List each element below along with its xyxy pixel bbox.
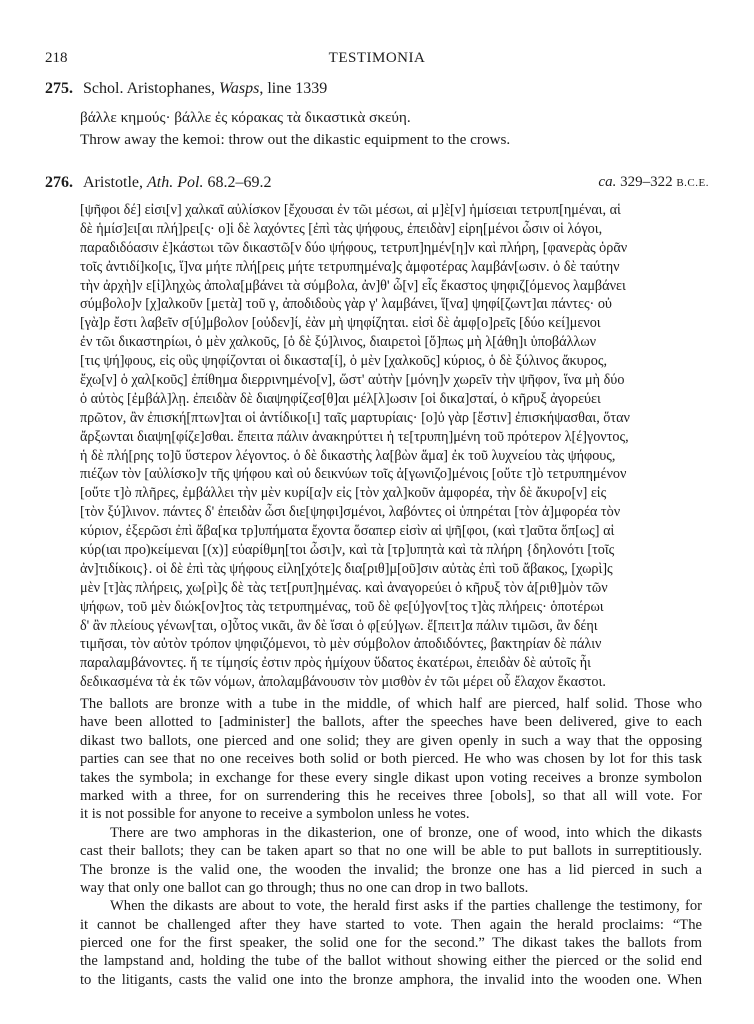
translation-line: There are two amphoras in the dikasterion, one of bronze, one of wood, into which the dikasts [110,824,702,841]
greek-line: δὲ ἡμίσ]ει[αι πλή]ρει[ς· ο]ἱ δὲ λαχόντες [ἐπὶ τὰς ψήφους, ἐπειδὰν] εἰρη[μένοι ὦσιν οἱ λόγοι, [80,220,603,237]
greek-line: τὴν ἀρχὴ]ν ε[ἰ]ληχὼς ἀπολα[μβάνει τὰ σύμβολα, ἀν]θ' ὧ[ν] εἷς ἕκαστος ψηφιζ[όμενος λαμβάνει [80,277,626,294]
translation-line: The ballots are bronze with a tube in the middle, of which half are pierced, half solid. Those who [80,696,702,712]
entry-276-date-range: 329–322 [616,174,677,190]
greek-line: παραδιδόασιν ἑ]κάστωι τῶν δικαστῶ[ν δύο ψήφους, τετρυπ]ημέν[η]ν καὶ πλήρη, [φανερὰς ὁρᾶν [80,239,628,256]
entry-275-heading [45,80,709,100]
entry-276-number: 276. [45,174,73,191]
greek-line: κύρ(ιαι προ)κείμεναι [(x)] εὐαρίθμη[τοι ὦσι]ν, καὶ τὰ [τρ]υπητὰ καὶ τὰ πλήρη {δηλονότι [τοῖς [80,542,615,559]
translation-line: dikast two ballots, one pierced and one solid; they are given openly in such a way that the opposing [80,732,702,749]
running-head [45,50,709,72]
greek-line: ἐν τῶι δικαστηρίωι, ὁ μὲν χαλκοῦς, [ὁ δὲ ξύ]λινος, διαιρετοὶ [ὅ]πως μὴ λ[άθη]ι ὑποβάλλων [80,334,597,351]
greek-line: [ψῆφοι δέ] εἰσι[ν] χαλκαῖ αὐλίσκον [ἔχουσαι ἐν τῶι μέσωι, αἱ μ]ὲ[ν] ἡμίσειαι τετρυπ[ημέναι, αἱ [80,202,621,218]
greek-line: ἔχω[ν] ὁ χαλ[κοῦς] ἐπίθημα διερρινημένο[ν], ὥστ' αὐτὴν [μόνη]ν χωρεῖν τὴν ψῆφον, ἵνα μὴ δύο [80,372,625,389]
running-title: TESTIMONIA [328,50,426,66]
greek-line: δεδικασμένα τὰ ἐκ τῶν νόμων, ἀπολαμβάνουσιν τὸν μισθὸν ἐν τῶι μέρει οὗ ἔλαχον ἕκαστοι. [80,674,606,691]
entry-275-number: 275. [45,80,73,97]
translation-line: it is not possible for anyone to receive a symbolon unless he votes. [80,806,470,823]
translation-line: The bronze is the valid one, the wooden the invalid; the bronze one has a lid pierced in such a [80,861,702,878]
entry-276-source: Aristotle, [83,174,147,191]
greek-line: [οὔτε τ]ὸ πλῆρες, ἐμβάλλει τὴν μὲν κυρί[α]ν εἰς [τὸν χαλ]κοῦν ἀμφορέα, τὴν δὲ ἄκυρο[ν] εἰς [80,485,607,502]
translation-line: have been allotted to [administer] the ballots, after the speeches have been delivered, give to each [80,714,702,731]
entry-276-heading [45,174,709,194]
greek-line: ἄρξωνται διαψη[φίζε]σθαι. ἔπειτα πάλιν ἀνακηρύττει ἡ τε[τρυπη]μένη τοῦ πρότερον λ[έ]γοντος, [80,428,629,445]
entry-276-locus: 68.2–69.2 [203,174,272,191]
greek-line: τοῖς ἀντιδί]κο[ις, ἵ]να μήτε πλή[ρεις μήτε τετρυπημένα]ς ἀμφοτέρας λαμβάν[ωσιν. ὁ δὲ ταύτην [80,258,620,275]
greek-line: [γὰ]ρ ἔστι λαβεῖν σ[ύ]μβολον [οὐδεν]ί, ἐὰν μὴ ψηφίζηται. εἰσὶ δὲ ἀμφ[ο]ρεῖς [δύο κεί]μενοι [80,315,601,332]
translation-line: to the litigants, casts the valid one into the bronze amphora, the invalid into the wooden one. When [80,971,702,988]
translation-line: takes the symbola; in exchange for these every single dikast upon voting receives a bronze symbolon [80,769,702,786]
entry-276-translation [80,695,702,989]
greek-line: πρῶτον, ἂν ἐπισκή[πτων]ται οἱ ἀντίδικο[ι] ταῖς μαρτυρίαις· [ο]ὐ γὰρ [ἔστιν] ἐπισκήψασθαι, ὅταν [80,409,630,426]
translation-line: way that only one ballot can go through; thus no one can drop in two ballots. [80,879,529,896]
translation-line: When the dikasts are about to vote, the herald first asks if the parties challenge the testimony, for [110,898,702,915]
translation-line: marked with a three, for on surrendering this he receives three [obols], so that all will vote. For [80,787,702,804]
greek-line: ψήφων, τοῦ μὲν διώκ[ον]τος τὰς τετρυπημένας, τοῦ δὲ φε[ύ]γον[τος τ]ὰς πλήρεις· ὁποτέρωι [80,598,604,615]
entry-275-work: Wasps [219,80,260,97]
entry-275-greek: βάλλε κημούς· βάλλε ἐς κόρακας τὰ δικαστικὰ σκεύη. [80,109,411,126]
greek-line: κύριον, ἐξερῶσι ἐπὶ ἄβα[κα τρ]υπήματα ἔχοντα ὅσαπερ εἰσὶν αἱ ψῆ[φοι, (καὶ τ]αῦτα ὅπ[ως] αἱ [80,523,615,540]
entry-276-date [598,174,709,191]
entry-276-date-era: B.C.E. [676,177,709,189]
translation-line: the lampstand and, holding the tube of the ballot without showing either the pierced or the solid end [80,953,702,970]
greek-line: [τὸν ξύ]λινον. πάντες δ' ἐπειδὰν ὦσι διε[ψηφι]σμένοι, λαβόντες οἱ ὑπηρέται [τὸν ἀ]μφορέα τὸν [80,504,621,521]
greek-line: [τις ψή]φους, εἰς οὓς ψηφίζονται οἱ δικαστα[ί], ὁ μὲν [χαλκοῦς] κύριος, ὁ δὲ ξύλινος ἄκυρος, [80,353,608,370]
entry-275-source: Schol. Aristophanes, [83,80,219,97]
greek-line: ἀν]τιδίκοις}. οἱ δὲ ἐπὶ τὰς ψήφους εἰλη[χότε]ς δια[ριθ]μ[οῦ]σιν αὐτὰς ἐπὶ τοῦ ἄβακος, [χωρὶ]ς [80,560,613,577]
entry-276-work: Ath. Pol. [147,174,204,191]
entry-275-english: Throw away the kemoi: throw out the dikastic equipment to the crows. [80,131,511,149]
entry-276-greek-text [80,201,702,692]
greek-line: μὲν [τ]ὰς πλήρεις, χω[ρὶ]ς δὲ τὰς τετ[ρυπ]ημένας. καὶ ἀναγορεύει ὁ κῆρυξ τὸν ἀ[ριθ]μὸν τῶν [80,579,608,596]
greek-line: πιέζων τὸν [αὐλίσκο]ν τῆς ψήφου καὶ οὐ δεικνύων τοῖς ἀ[γωνιζο]μένοις [οὔτε τ]ὸ τετρυπημένον [80,466,627,483]
entry-276-date-prefix: ca. [598,174,617,190]
greek-line: σύμβολο]ν [χ]αλκοῦν [μετὰ] τοῦ γ, ἀποδιδοὺς γὰρ γ' λαμβάνει, ἵ[να] ψηφί[ζωντ]αι πάντες· οὐ [80,296,612,313]
entry-275-body [80,107,702,151]
entry-275-locus: , line 1339 [259,80,328,97]
page-number: 218 [45,50,68,66]
greek-line: ἡ δὲ πλή[ρης το]ῦ ὕστερον λέγοντος. ὁ δὲ δικαστὴς λα[βὼν ἅμα] ἐκ τοῦ λυχνείου τὰς ψήφους, [80,447,616,464]
greek-line: παραλαμβάνοντες. ἥ τε τίμησίς ἐστιν πρὸς ἡμίχουν ὕδατος ἑκατέρωι, ἐπειδὰν δὲ αὐτοῖς ἦι [80,655,591,672]
greek-line: ὁ αὐτὸς [ἐμβάλ]λῃ. ἐπειδὰν δὲ διαψηφίζεσ[θ]αι μέλ[λ]ωσιν [οἱ δικα]σταί, ὁ κῆρυξ ἀγορεύει [80,390,601,407]
translation-line: it cannot be challenged after they have started to vote. Then again the herald proclaims: “The [80,916,702,933]
greek-line: δ' ἂν πλείους γένων[ται, ο]ὗτος νικᾶι, ἂν δὲ ἴσαι ὁ φ[εύ]γων. ἔ[πειτ]α πάλιν τιμῶσι, ἂν δέηι [80,617,598,634]
translation-line: pierced one for the first speaker, the solid one for the second.” The dikast takes the ballots from [80,935,702,952]
translation-line: parties can see that no one receives both solid or both pierced. He who was chosen by lot for this task [80,751,702,768]
translation-line: cast their ballots; they can be taken apart so that no one will be able to put ballots in surreptitiously. [80,843,702,860]
greek-line: τιμῆσαι, τὸν αὐτὸν τρόπον ψηφιζόμενοι, τὸ μὲν σύμβολον ἀποδιδόντες, βακτηρίαν δὲ πάλιν [80,636,602,653]
